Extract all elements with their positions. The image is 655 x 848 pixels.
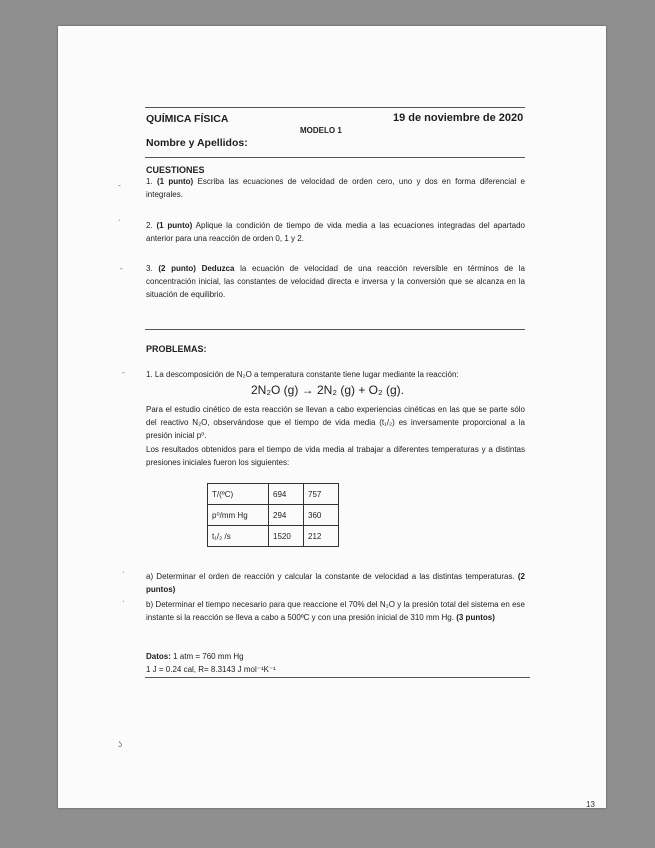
question-points: (1 punto) <box>156 177 194 186</box>
margin-mark-icon: ˗ <box>118 180 121 189</box>
datos-line-2: 1 J = 0.24 cal, R= 8.3143 J mol⁻¹K⁻¹ <box>146 664 276 674</box>
table-row <box>208 484 339 505</box>
margin-mark-icon: ˋ <box>122 571 125 580</box>
question-1 <box>146 175 525 201</box>
section-rule <box>145 329 525 330</box>
bottom-rule <box>145 677 530 678</box>
problem-paragraph-2: Los resultados obtenidos para el tiempo de vida media al trabajar a diferentes temperaturas y a distintas presiones iniciales fueron los siguientes: <box>146 445 525 467</box>
part-b-text: b) Determinar el tiempo necesario para que reaccione el 70% del N₂O y la presión total del sistema en ese instante si la reacción se lleva a cabo a 500ºC y con una presión inicial de 310 mm Hg. <box>146 600 525 622</box>
part-b-points: (3 puntos) <box>456 613 495 622</box>
problem-part-a <box>146 570 525 596</box>
table-cell: T/(ºC) <box>208 484 269 505</box>
part-a-text: a) Determinar el orden de reacción y calcular la constante de velocidad a las distintas temperaturas. <box>146 572 515 581</box>
name-label: Nombre y Apellidos: <box>146 137 248 149</box>
question-points: (1 punto) <box>156 221 193 230</box>
question-text: la ecuación de velocidad de una reacción reversible en términos de la concentración inicial, las constantes de velocidad directa e inversa y la conversión que se alcanza en la situación de equilibrio. <box>146 264 525 299</box>
margin-mark-icon: ʖ <box>118 740 122 749</box>
top-rule <box>145 107 525 108</box>
margin-mark-icon: ˋ <box>122 600 125 609</box>
part-a-points: (2 puntos) <box>146 572 526 594</box>
exam-model: MODELO 1 <box>300 126 342 135</box>
table-cell: 360 <box>304 505 339 526</box>
question-number: 3. <box>146 264 153 273</box>
subject-title: QUÍMICA FÍSICA <box>146 113 229 125</box>
question-2 <box>146 219 525 245</box>
question-points: (2 punto) Deduzca <box>158 264 235 273</box>
table-row <box>208 526 339 547</box>
table-cell: 757 <box>304 484 339 505</box>
page-number: 13 <box>586 800 595 809</box>
results-table <box>207 483 339 547</box>
reaction-equation: 2N₂O (g) → 2N₂ (g) + O₂ (g). <box>251 383 404 397</box>
table-cell: 1520 <box>269 526 304 547</box>
problem-intro: 1. La descomposición de N₂O a temperatura constante tiene lugar mediante la reacción: <box>146 370 459 379</box>
table-cell: 294 <box>269 505 304 526</box>
datos-label: Datos: <box>146 652 171 661</box>
datos-block <box>146 651 276 676</box>
exam-date: 19 de noviembre de 2020 <box>393 112 524 124</box>
table-cell: 694 <box>269 484 304 505</box>
question-number: 2. <box>146 221 153 230</box>
question-number: 1. <box>146 177 153 186</box>
table-cell: 212 <box>304 526 339 547</box>
datos-line-1: 1 atm = 760 mm Hg <box>173 652 244 661</box>
table-row <box>208 505 339 526</box>
margin-mark-icon: ˗ <box>122 367 125 376</box>
table-cell: p⁰/mm Hg <box>208 505 269 526</box>
header-rule <box>145 157 525 158</box>
problemas-title: PROBLEMAS: <box>146 344 207 354</box>
table-cell: t₁/₂ /s <box>208 526 269 547</box>
question-3 <box>146 262 525 301</box>
problem-paragraph-1: Para el estudio cinético de esta reacción se llevan a cabo experiencias cinéticas en las que se parte sólo del reactivo N₂O, observándose que el tiempo de vida media (t₁/₂) es inversamente proporcional a la presión inicial p⁰. <box>146 405 525 440</box>
question-text: Aplique la condición de tiempo de vida media a las ecuaciones integradas del apartado anterior para una reacción de orden 0, 1 y 2. <box>146 221 525 243</box>
margin-mark-icon: ˋ <box>118 219 121 228</box>
problem-part-b <box>146 598 525 624</box>
cuestiones-title: CUESTIONES <box>146 165 205 175</box>
margin-mark-icon: ˗ <box>120 263 123 272</box>
question-text: Escriba las ecuaciones de velocidad de orden cero, uno y dos en forma diferencial e integrales. <box>146 177 525 199</box>
